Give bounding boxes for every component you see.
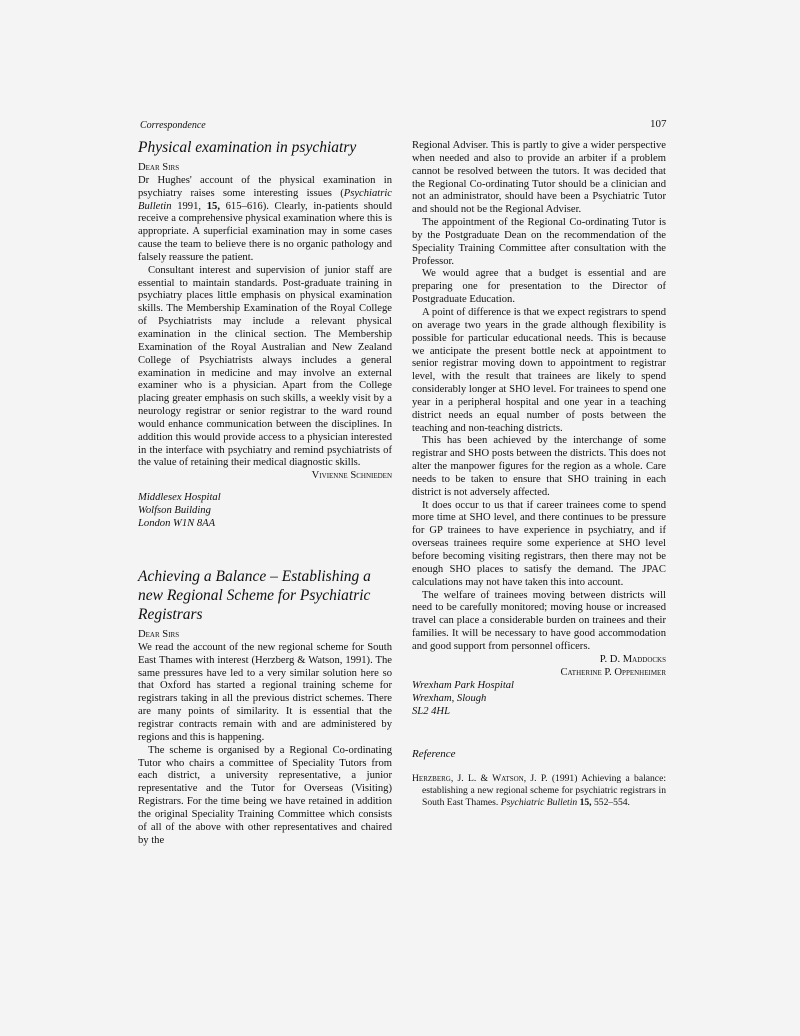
letter2-paragraph-3: The appointment of the Regional Co-ordinating Tutor is by the Postgraduate Dean on the recommendation of the Speciality Training Committee after consultation with the Professor. <box>412 217 666 267</box>
letter1-address-line: Middlesex Hospital <box>138 492 221 504</box>
letter1-signature: Vivienne Schnieden <box>311 470 392 482</box>
page-number: 107 <box>650 118 667 130</box>
letter2-signature-1: P. D. Maddocks <box>599 653 666 665</box>
left-column <box>138 138 392 847</box>
letter2-salutation: Dear Sirs <box>138 629 180 641</box>
letter2-paragraph-4: We would agree that a budget is essential and are preparing one for presentation to the Director of Postgraduate Education. <box>412 268 666 306</box>
journal-citation: Psychiatric Bulletin <box>138 187 392 212</box>
letter1-paragraph-2: Consultant interest and supervision of junior staff are essential to maintain standards. Post-graduate training in psychiatry places little emphasis on physical examination skills. The Membership Examination of the Royal College of Psychiatrists may include a relevant physical examination in the clinical section. The Membership Examination of the Royal Australian and New Zealand College of Psychiatrists always includes a general examination in medicine and may involve an external examiner who is a physician. Apart from the College placing greater emphasis on such skills, a weekly visit by a neurology registrar or senior registrar to the ward round would enhance communication between the disciplines. In addition this would provide access to a physician interested in the interface with psychiatry and remind psychiatrists of the value of retaining their medical diagnostic skills. <box>138 264 392 469</box>
letter2-paragraph-6: This has been achieved by the interchange of some registrar and SHO posts between the districts. This does not alter the manpower figures for the region as a whole. Care needs to be taken to ensure that SHO training in each district is not adversely affected. <box>412 435 666 498</box>
letter1-title: Physical examination in psychiatry <box>138 139 357 156</box>
letter2-signature-2: Catherine P. Oppenheimer <box>560 666 666 678</box>
letter2-paragraph-2-continued: Regional Adviser. This is partly to give a wider perspective when needed and also to provide an arbiter if a problem cannot be resolved between the tutors. It was decided that the Regional Co-ordinating Tutor should be a clinician and not an administrator, should have been a Psychiatric Tutor and should not be the Regional Adviser. <box>412 140 666 216</box>
letter1-address-line: London W1N 8AA <box>138 518 216 530</box>
letter2-paragraph-1: We read the account of the new regional scheme for South East Thames with interest (Herzberg & Watson, 1991). The same pressures have led to a very similar solution here so that Oxford has started a regional training scheme for registrars taking in all the previous district schemes. There are many points of similarity. It is essential that the registrar contracts remain with and are administered by regions and this is happening. <box>138 641 392 743</box>
right-column <box>412 140 666 809</box>
letter2-address-line: Wrexham, Slough <box>412 693 487 705</box>
reference-entry: Herzberg, J. L. & Watson, J. P. (1991) Achieving a balance: establishing a new regional scheme for psychiatric registrars in South East Thames. Psychiatric Bulletin 15, 552–554. <box>412 773 666 809</box>
reference-heading: Reference <box>412 748 456 761</box>
letter1-paragraph-1: Dr Hughes' account of the physical examination in psychiatry raises some interesting issues (Psychiatric Bulletin 1991, 15, 615–616). Clearly, in-patients should receive a comprehensive physical examination where this is appropriate. A superficial examination may in some cases cause the team to believe there is no organic pathology and falsely reassure the patient. <box>138 174 392 263</box>
running-header: Correspondence <box>140 120 206 131</box>
letter2-paragraph-2: The scheme is organised by a Regional Co-ordinating Tutor who chairs a committee of Speciality Tutors from each district, a university representative, a junior representative and the Tutor for Overseas (Visiting) Registrars. For the time being we have retained in addition the original Speciality Training Committee which consists of all of the above with other representatives and chaired by the <box>138 744 392 846</box>
letter1-salutation: Dear Sirs <box>138 162 180 173</box>
letter2-paragraph-8: The welfare of trainees moving between districts will need to be carefully monitored; moving house or increased travel can place a considerable burden on trainees and their families. It will be necessary to have good accommodation and good support from personnel officers. <box>412 589 666 652</box>
letter2-paragraph-5: A point of difference is that we expect registrars to spend on average two years in the grade although flexibility is possible for particular educational needs. This is because we anticipate the present bottle neck at appointment to senior registrar moving down to appointment to registrar level, with the result that trainees are likely to spend considerably longer at SHO level. For trainees to spend one year in a peripheral hospital and one year in a teaching district needs an equal number of posts between the teaching and non-teaching districts. <box>412 306 666 434</box>
letter2-paragraph-7: It does occur to us that if career trainees come to spend more time at SHO level, and there continues to be pressure for GP trainees to have experience in psychiatry, and if overseas trainees require some experience at SHO level before becoming visiting registrars, then there may not be enough SHO places to satisfy the demand. The JPAC calculations may not have taken this into account. <box>412 499 666 588</box>
letter2-address-line: Wrexham Park Hospital <box>412 680 515 692</box>
letter1-address-line: Wolfson Building <box>138 505 211 517</box>
letter2-address-line: SL2 4HL <box>412 706 450 718</box>
letter2-title: Achieving a Balance – Establishing a new Regional Scheme for Psychiatric Registrars <box>138 568 371 624</box>
